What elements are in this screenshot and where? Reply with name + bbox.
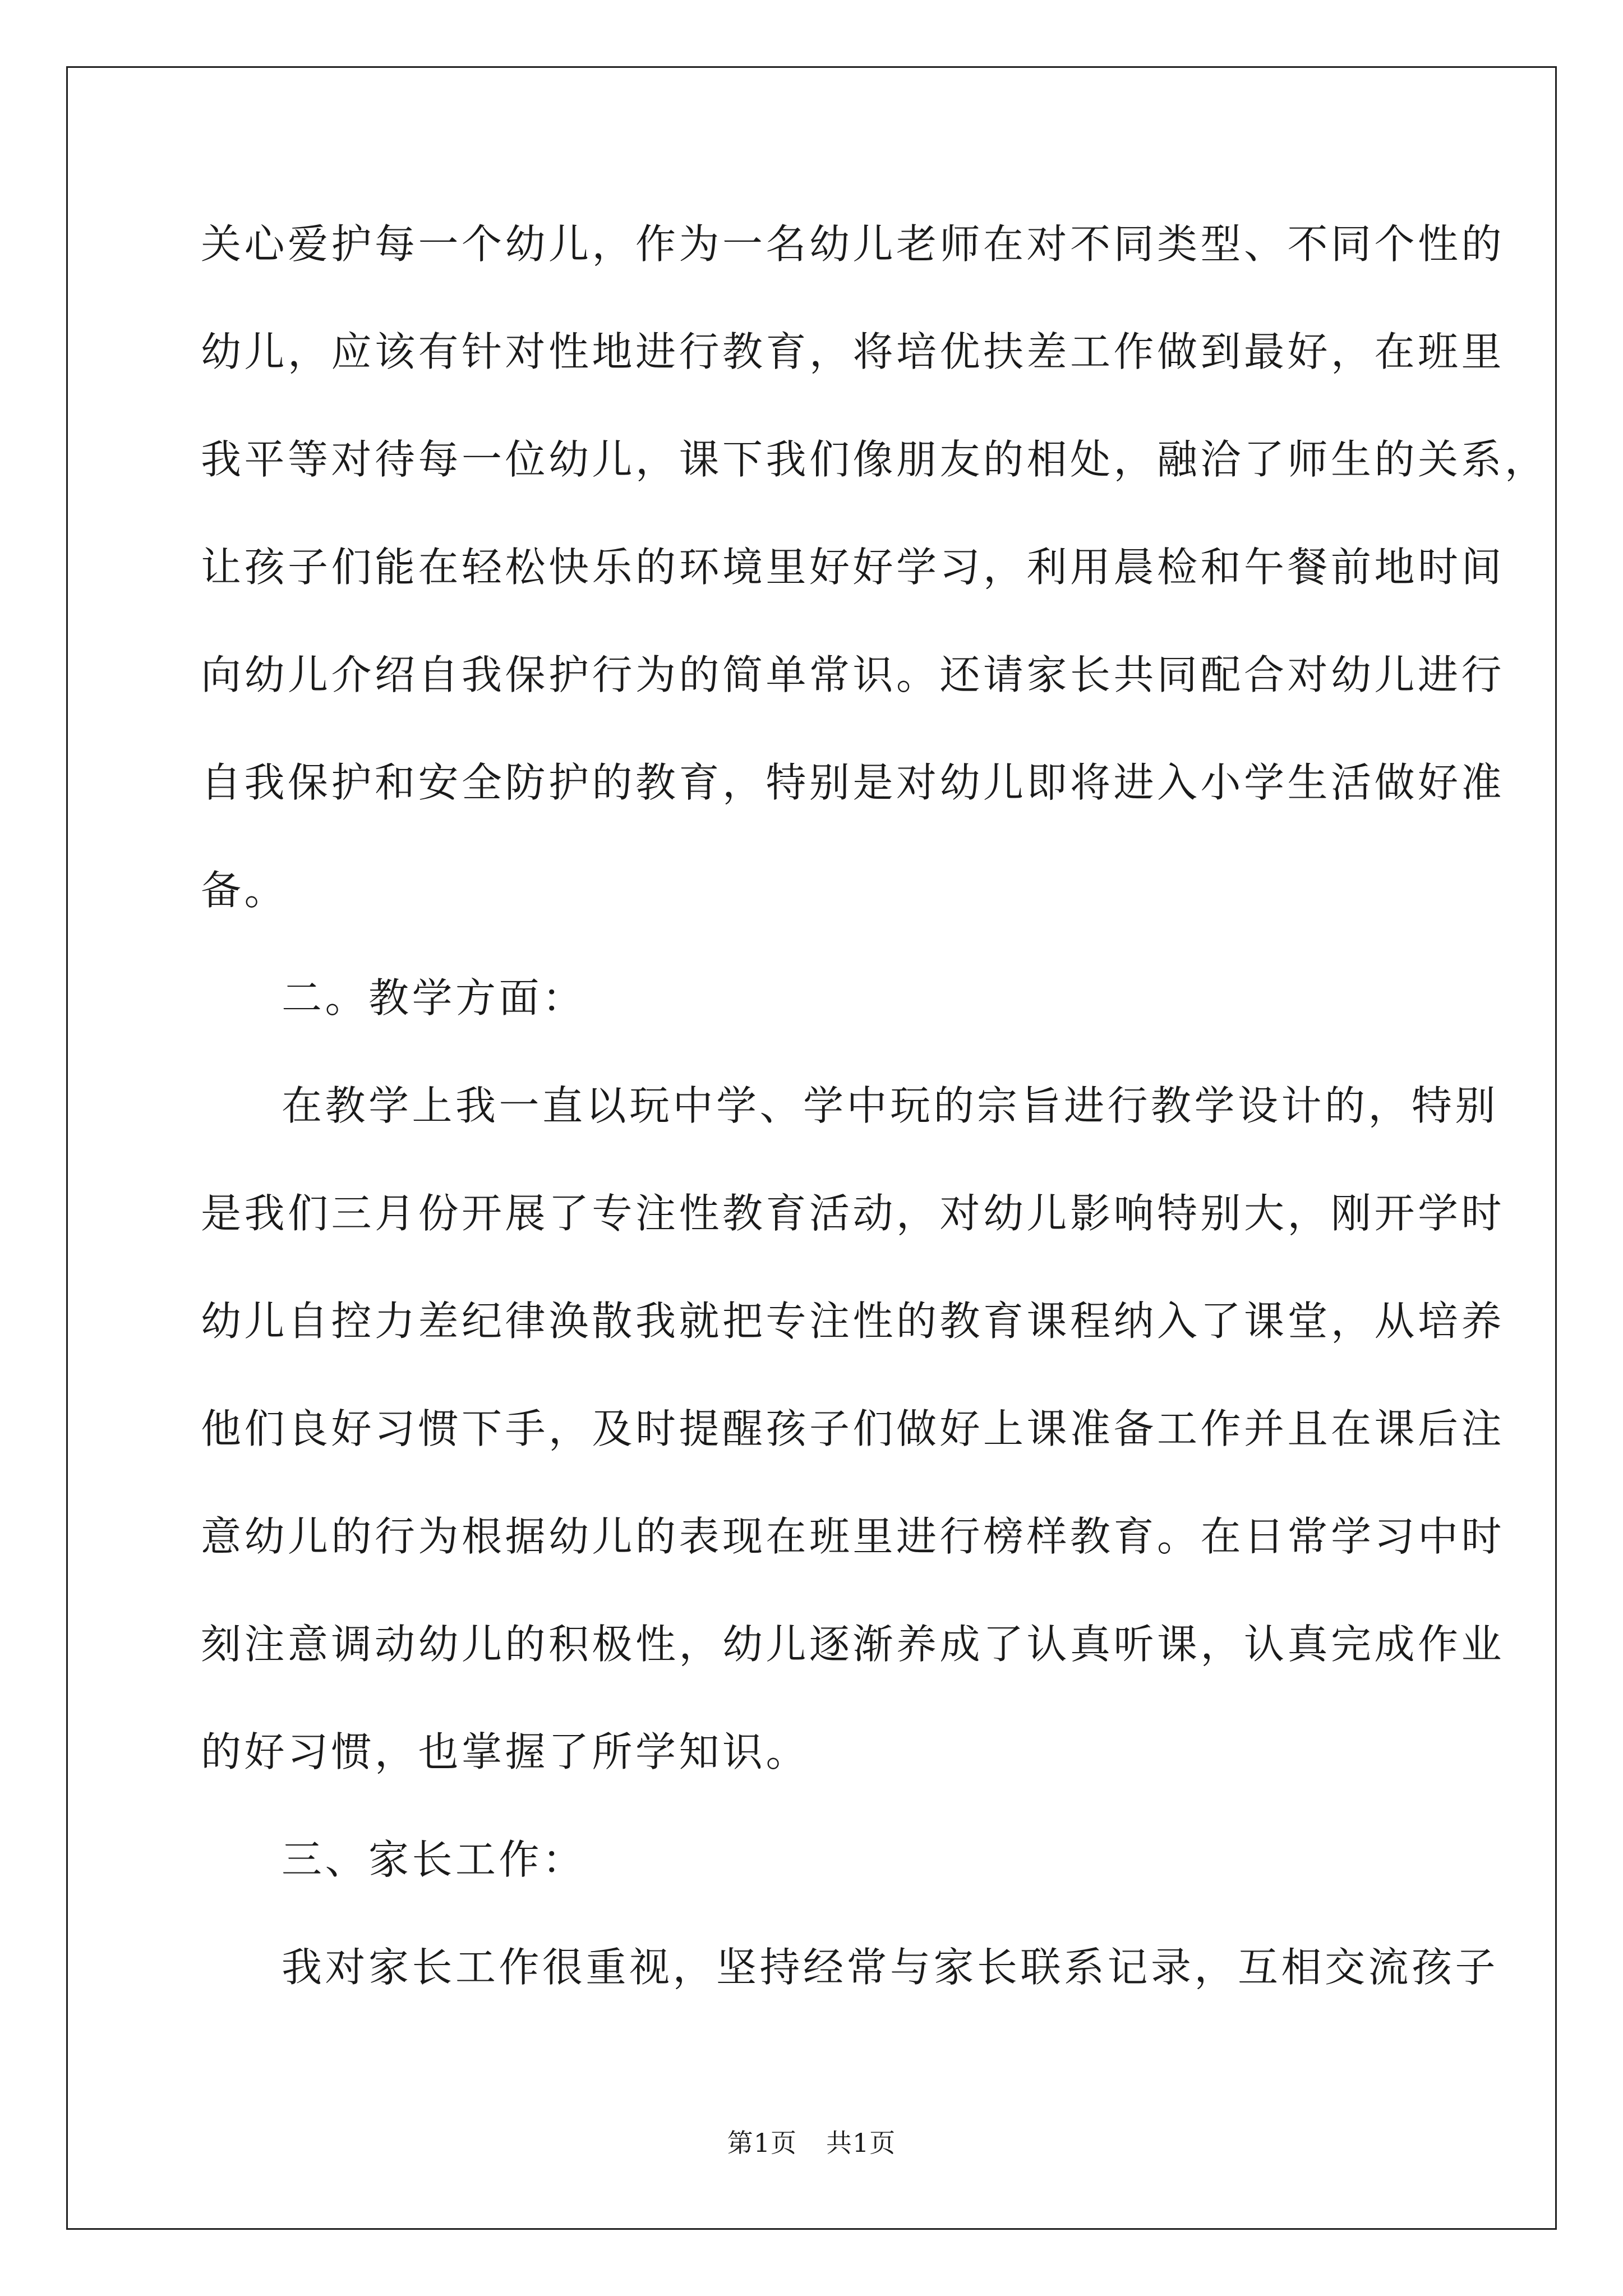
- paragraph-line: 刻注意调动幼儿的积极性，幼儿逐渐养成了认真听课，认真完成作业: [201, 1621, 1505, 1668]
- page-number: 第1页: [727, 2128, 797, 2158]
- page-total: 共1页: [826, 2128, 896, 2158]
- paragraph-line: 我对家长工作很重视，坚持经常与家长联系记录，互相交流孩子: [282, 1944, 1499, 1991]
- paragraph-line: 的好习惯，也掌握了所学知识。: [201, 1728, 810, 1775]
- paragraph-line: 是我们三月份开展了专注性教育活动，对幼儿影响特别大，刚开学时: [201, 1190, 1505, 1237]
- section-heading: 二。教学方面：: [282, 974, 586, 1022]
- paragraph-line: 备。: [201, 867, 288, 914]
- paragraph-line: 他们良好习惯下手，及时提醒孩子们做好上课准备工作并且在课后注: [201, 1405, 1505, 1452]
- paragraph-line: 让孩子们能在轻松快乐的环境里好好学习，利用晨检和午餐前地时间: [201, 544, 1505, 591]
- page-footer: [0, 2126, 1623, 2160]
- paragraph-line: 意幼儿的行为根据幼儿的表现在班里进行榜样教育。在日常学习中时: [201, 1513, 1505, 1560]
- paragraph-line: 关心爱护每一个幼儿，作为一名幼儿老师在对不同类型、不同个性的: [201, 220, 1505, 268]
- paragraph-line: 我平等对待每一位幼儿，课下我们像朋友的相处，融洽了师生的关系，: [201, 436, 1548, 483]
- paragraph-line: 幼儿，应该有针对性地进行教育，将培优扶差工作做到最好，在班里: [201, 328, 1505, 375]
- page-border: [66, 66, 1557, 2230]
- paragraph-line: 向幼儿介绍自我保护行为的简单常识。还请家长共同配合对幼儿进行: [201, 651, 1505, 698]
- paragraph-line: 自我保护和安全防护的教育，特别是对幼儿即将进入小学生活做好准: [201, 759, 1505, 806]
- section-heading: 三、家长工作：: [282, 1836, 586, 1883]
- paragraph-line: 在教学上我一直以玩中学、学中玩的宗旨进行教学设计的，特别: [282, 1082, 1499, 1129]
- paragraph-line: 幼儿自控力差纪律涣散我就把专注性的教育课程纳入了课堂，从培养: [201, 1297, 1505, 1345]
